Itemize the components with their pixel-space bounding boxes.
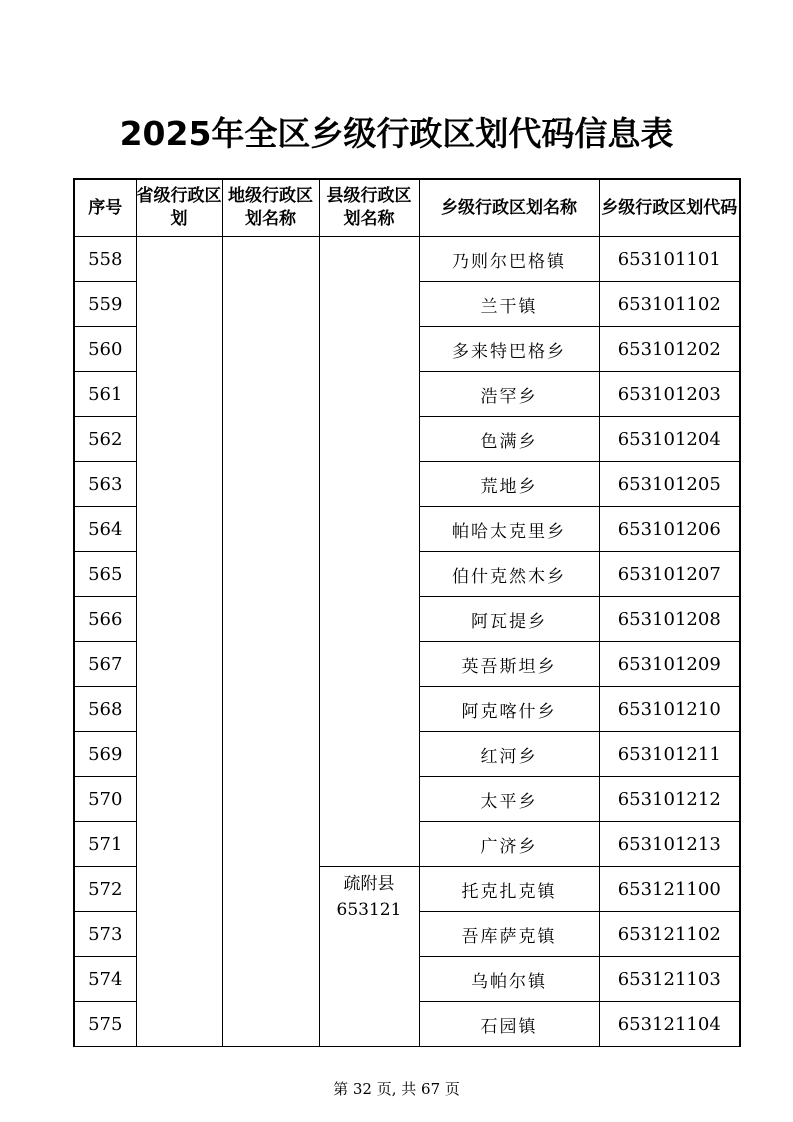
town-code-cell: 653121104 [599,1002,740,1047]
town-name-cell: 阿瓦提乡 [419,597,599,642]
county-name: 疏附县 [343,874,395,894]
town-code-cell: 653101208 [599,597,740,642]
town-name-cell: 红河乡 [419,732,599,777]
serial-cell: 562 [74,417,136,462]
town-name-cell: 石园镇 [419,1002,599,1047]
serial-cell: 570 [74,777,136,822]
town-code-cell: 653101202 [599,327,740,372]
town-code-cell: 653101211 [599,732,740,777]
serial-cell: 561 [74,372,136,417]
prefecture-cell [222,237,319,1047]
serial-cell: 566 [74,597,136,642]
serial-cell: 559 [74,282,136,327]
town-name-cell: 荒地乡 [419,462,599,507]
town-name-cell: 英吾斯坦乡 [419,642,599,687]
town-name-cell: 乌帕尔镇 [419,957,599,1002]
serial-cell: 572 [74,867,136,912]
header-prefecture: 地级行政区划名称 [222,179,319,237]
town-code-cell: 653121103 [599,957,740,1002]
serial-cell: 567 [74,642,136,687]
serial-cell: 558 [74,237,136,282]
town-code-cell: 653101204 [599,417,740,462]
town-code-cell: 653101203 [599,372,740,417]
serial-cell: 571 [74,822,136,867]
town-name-cell: 托克扎克镇 [419,867,599,912]
serial-cell: 560 [74,327,136,372]
town-code-cell: 653101213 [599,822,740,867]
page-footer: 第 32 页, 共 67 页 [333,1080,460,1098]
town-name-cell: 乃则尔巴格镇 [419,237,599,282]
serial-cell: 563 [74,462,136,507]
town-name-cell: 多来特巴格乡 [419,327,599,372]
serial-cell: 575 [74,1002,136,1047]
province-cell [136,237,222,1047]
town-code-cell: 653101102 [599,282,740,327]
county-code: 653121 [336,900,402,920]
page-title: 2025年全区乡级行政区划代码信息表 [119,114,674,153]
serial-cell: 574 [74,957,136,1002]
header-town-code: 乡级行政区划代码 [599,179,740,237]
town-code-cell: 653101206 [599,507,740,552]
town-name-cell: 太平乡 [419,777,599,822]
town-code-cell: 653121102 [599,912,740,957]
town-name-cell: 阿克喀什乡 [419,687,599,732]
town-code-cell: 653101209 [599,642,740,687]
header-town-name: 乡级行政区划名称 [419,179,599,237]
county-cell [319,867,419,1047]
serial-cell: 573 [74,912,136,957]
town-code-cell: 653101212 [599,777,740,822]
serial-cell: 569 [74,732,136,777]
town-name-cell: 浩罕乡 [419,372,599,417]
town-name-cell: 帕哈太克里乡 [419,507,599,552]
serial-cell: 568 [74,687,136,732]
header-province: 省级行政区划 [136,179,222,237]
town-name-cell: 伯什克然木乡 [419,552,599,597]
town-name-cell: 广济乡 [419,822,599,867]
town-code-cell: 653101205 [599,462,740,507]
town-code-cell: 653101210 [599,687,740,732]
town-name-cell: 吾库萨克镇 [419,912,599,957]
town-code-cell: 653101207 [599,552,740,597]
town-name-cell: 兰干镇 [419,282,599,327]
county-cell [319,237,419,867]
town-code-cell: 653101101 [599,237,740,282]
table-row [74,237,740,282]
header-serial: 序号 [74,179,136,237]
serial-cell: 565 [74,552,136,597]
table-header-row [74,179,740,237]
town-name-cell: 色满乡 [419,417,599,462]
header-county: 县级行政区划名称 [319,179,419,237]
town-code-cell: 653121100 [599,867,740,912]
region-code-table [73,178,741,1047]
table-body [74,237,740,1047]
serial-cell: 564 [74,507,136,552]
